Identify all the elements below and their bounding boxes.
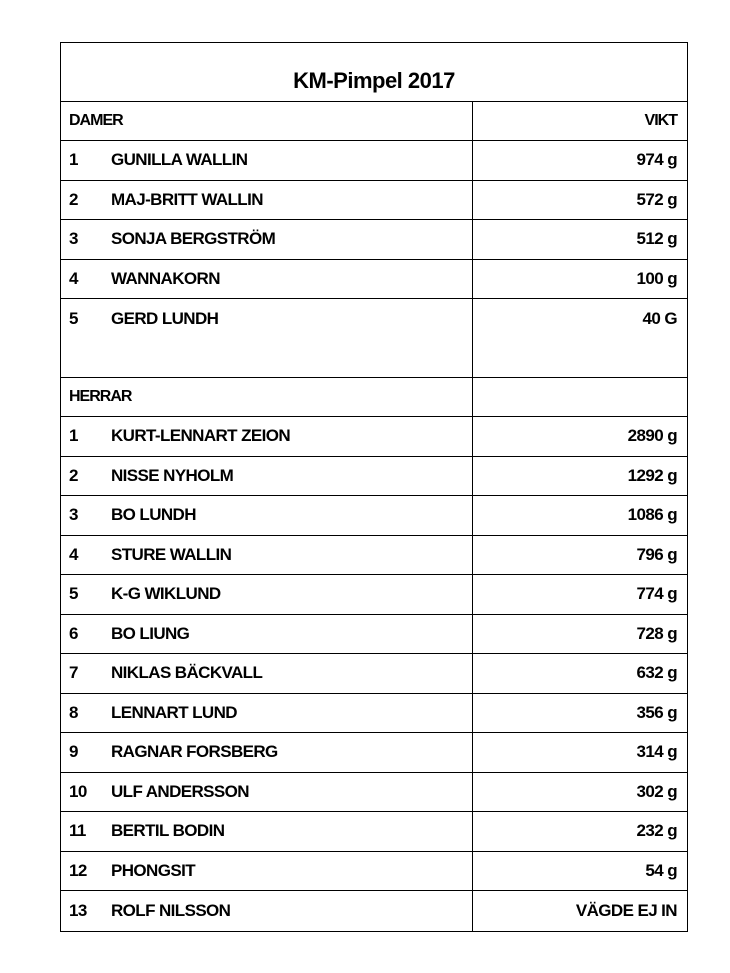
table-row bbox=[61, 575, 687, 615]
name-cell bbox=[61, 299, 473, 339]
weight-cell: 512 g bbox=[636, 229, 677, 249]
table-row bbox=[61, 417, 687, 457]
herrar-rows bbox=[61, 417, 687, 931]
spacer-cell-left bbox=[61, 339, 473, 378]
rank: 8 bbox=[69, 702, 78, 722]
rank: 1 bbox=[69, 150, 78, 170]
rank: 2 bbox=[69, 465, 78, 485]
weight-cell: 356 g bbox=[636, 702, 677, 722]
weight-cell: VÄGDE EJ IN bbox=[575, 900, 677, 920]
name-cell bbox=[61, 536, 473, 575]
herrar-header-row bbox=[61, 378, 687, 417]
weight-cell: 796 g bbox=[636, 544, 677, 564]
participant-name: ROLF NILSSON bbox=[111, 900, 231, 920]
rank: 10 bbox=[69, 781, 87, 801]
participant-name: ULF ANDERSSON bbox=[111, 781, 249, 801]
spacer-row bbox=[61, 339, 687, 379]
table-row bbox=[61, 733, 687, 773]
weight-header: VIKT bbox=[644, 112, 677, 129]
table-row bbox=[61, 220, 687, 260]
damer-header-row bbox=[61, 102, 687, 141]
name-cell bbox=[61, 496, 473, 535]
name-cell bbox=[61, 181, 473, 220]
results-table bbox=[60, 42, 688, 932]
name-cell bbox=[61, 733, 473, 772]
participant-name: KURT-LENNART ZEION bbox=[111, 426, 291, 446]
name-cell bbox=[61, 575, 473, 614]
weight-cell: 232 g bbox=[636, 821, 677, 841]
participant-name: NIKLAS BÄCKVALL bbox=[111, 663, 263, 683]
weight-cell: 54 g bbox=[645, 860, 677, 880]
rank: 5 bbox=[69, 584, 78, 604]
weight-cell: 974 g bbox=[636, 150, 677, 170]
weight-cell: 572 g bbox=[636, 189, 677, 209]
table-row bbox=[61, 457, 687, 497]
participant-name: BERTIL BODIN bbox=[111, 821, 225, 841]
table-row bbox=[61, 299, 687, 339]
participant-name: K-G WIKLUND bbox=[111, 584, 221, 604]
table-row bbox=[61, 141, 687, 181]
participant-name: BO LUNDH bbox=[111, 505, 196, 525]
table-row bbox=[61, 694, 687, 734]
weight-cell: 774 g bbox=[636, 584, 677, 604]
name-cell bbox=[61, 417, 473, 456]
rank: 12 bbox=[69, 860, 87, 880]
name-cell bbox=[61, 615, 473, 654]
damer-header: DAMER bbox=[61, 102, 473, 140]
name-cell bbox=[61, 773, 473, 812]
table-row bbox=[61, 615, 687, 655]
rank: 9 bbox=[69, 742, 78, 762]
name-cell bbox=[61, 260, 473, 299]
herrar-header-weight-cell bbox=[473, 378, 687, 416]
weight-cell: 314 g bbox=[636, 742, 677, 762]
participant-name: GERD LUNDH bbox=[111, 308, 219, 328]
rank: 5 bbox=[69, 308, 78, 328]
damer-rows bbox=[61, 141, 687, 339]
table-row bbox=[61, 181, 687, 221]
weight-cell: 40 G bbox=[642, 308, 677, 328]
rank: 3 bbox=[69, 505, 78, 525]
name-cell bbox=[61, 852, 473, 891]
rank: 3 bbox=[69, 229, 78, 249]
weight-cell: 632 g bbox=[636, 663, 677, 683]
participant-name: GUNILLA WALLIN bbox=[111, 150, 248, 170]
name-cell bbox=[61, 891, 473, 931]
participant-name: SONJA BERGSTRÖM bbox=[111, 229, 276, 249]
rank: 6 bbox=[69, 623, 78, 643]
participant-name: NISSE NYHOLM bbox=[111, 465, 234, 485]
table-row bbox=[61, 891, 687, 931]
weight-cell: 100 g bbox=[636, 268, 677, 288]
participant-name: PHONGSIT bbox=[111, 860, 195, 880]
weight-cell: 1292 g bbox=[627, 465, 677, 485]
name-cell bbox=[61, 694, 473, 733]
participant-name: BO LIUNG bbox=[111, 623, 190, 643]
participant-name: MAJ-BRITT WALLIN bbox=[111, 189, 263, 209]
name-cell bbox=[61, 457, 473, 496]
rank: 13 bbox=[69, 900, 87, 920]
page-title: KM-Pimpel 2017 bbox=[61, 43, 687, 102]
participant-name: RAGNAR FORSBERG bbox=[111, 742, 278, 762]
table-row bbox=[61, 852, 687, 892]
table-row bbox=[61, 654, 687, 694]
weight-cell: 2890 g bbox=[627, 426, 677, 446]
name-cell bbox=[61, 654, 473, 693]
spacer-cell-right bbox=[473, 339, 687, 378]
rank: 4 bbox=[69, 544, 78, 564]
name-cell bbox=[61, 812, 473, 851]
rank: 4 bbox=[69, 268, 78, 288]
weight-cell: 302 g bbox=[636, 781, 677, 801]
weight-cell: 728 g bbox=[636, 623, 677, 643]
table-row bbox=[61, 536, 687, 576]
participant-name: LENNART LUND bbox=[111, 702, 237, 722]
rank: 2 bbox=[69, 189, 78, 209]
table-row bbox=[61, 496, 687, 536]
weight-cell: 1086 g bbox=[627, 505, 677, 525]
rank: 7 bbox=[69, 663, 78, 683]
herrar-header: HERRAR bbox=[61, 378, 473, 416]
rank: 1 bbox=[69, 426, 78, 446]
participant-name: STURE WALLIN bbox=[111, 544, 232, 564]
table-row bbox=[61, 812, 687, 852]
name-cell bbox=[61, 220, 473, 259]
name-cell bbox=[61, 141, 473, 180]
participant-name: WANNAKORN bbox=[111, 268, 220, 288]
table-row bbox=[61, 260, 687, 300]
rank: 11 bbox=[69, 821, 86, 841]
table-row bbox=[61, 773, 687, 813]
